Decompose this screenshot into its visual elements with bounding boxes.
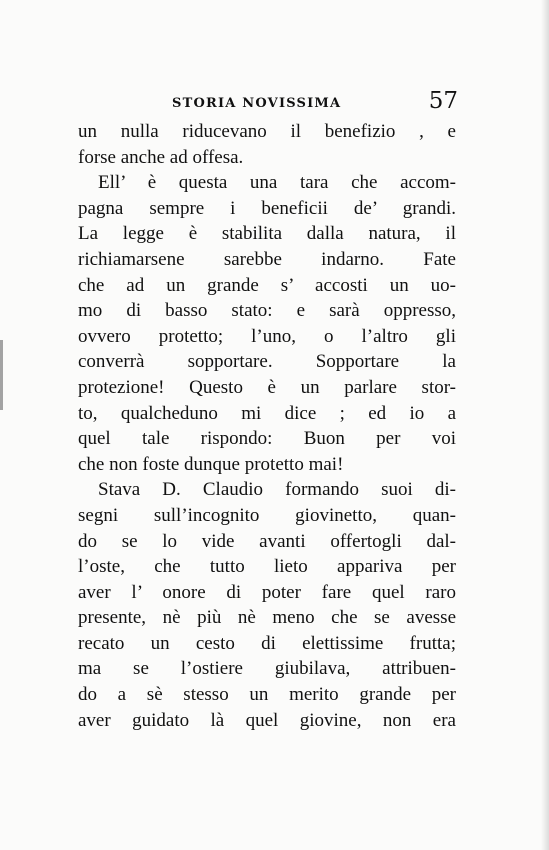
text-line: recato un cesto di elettissime frutta;	[78, 632, 456, 654]
text-line: protezione! Questo è un parlare stor-	[78, 376, 456, 398]
text-line: presente, nè più nè meno che se avesse	[78, 607, 456, 629]
running-title: STORIA NOVISSIMA	[172, 96, 342, 111]
body-text	[78, 119, 456, 733]
text-line: do a sè stesso un merito grande per	[78, 684, 456, 706]
text-line: pagna sempre i beneficii de’ grandi.	[78, 197, 456, 219]
text-line: richiamarsene sarebbe indarno. Fate	[78, 248, 456, 270]
text-line: ovvero protetto; l’uno, o l’altro gli	[78, 325, 456, 347]
text-line: ma se l’ostiere giubilava, attribuen-	[78, 658, 456, 680]
text-line: che ad un grande s’ accosti un uo-	[78, 274, 456, 296]
text-line: l’oste, che tutto lieto appariva per	[78, 556, 456, 578]
text-line: converrà sopportare. Sopportare la	[78, 351, 456, 373]
text-line: che non foste dunque protetto mai!	[78, 453, 344, 475]
text-line: segni sull’incognito giovinetto, quan-	[78, 504, 456, 526]
text-line: aver l’ onore di poter fare quel raro	[78, 581, 456, 603]
text-line: mo di basso stato: e sarà oppresso,	[78, 300, 456, 322]
page-edge-mark	[0, 340, 3, 410]
text-line: La legge è stabilita dalla natura, il	[78, 223, 456, 245]
text-line: un nulla riducevano il benefizio , e	[78, 121, 456, 142]
text-line: do se lo vide avanti offertogli dal-	[78, 530, 456, 552]
text-line: aver guidato là quel giovine, non era	[78, 709, 456, 731]
spine-shadow	[541, 0, 549, 850]
page-number: 57	[428, 88, 458, 114]
text-line: to, qualcheduno mi dice ; ed io a	[78, 402, 456, 424]
text-line: Ell’ è questa una tara che accom-	[98, 172, 456, 194]
text-line: Stava D. Claudio formando suoi di-	[98, 479, 456, 501]
text-line: forse anche ad offesa.	[78, 146, 244, 168]
text-line: quel tale rispondo: Buon per voi	[78, 428, 456, 450]
page-header	[78, 88, 458, 118]
